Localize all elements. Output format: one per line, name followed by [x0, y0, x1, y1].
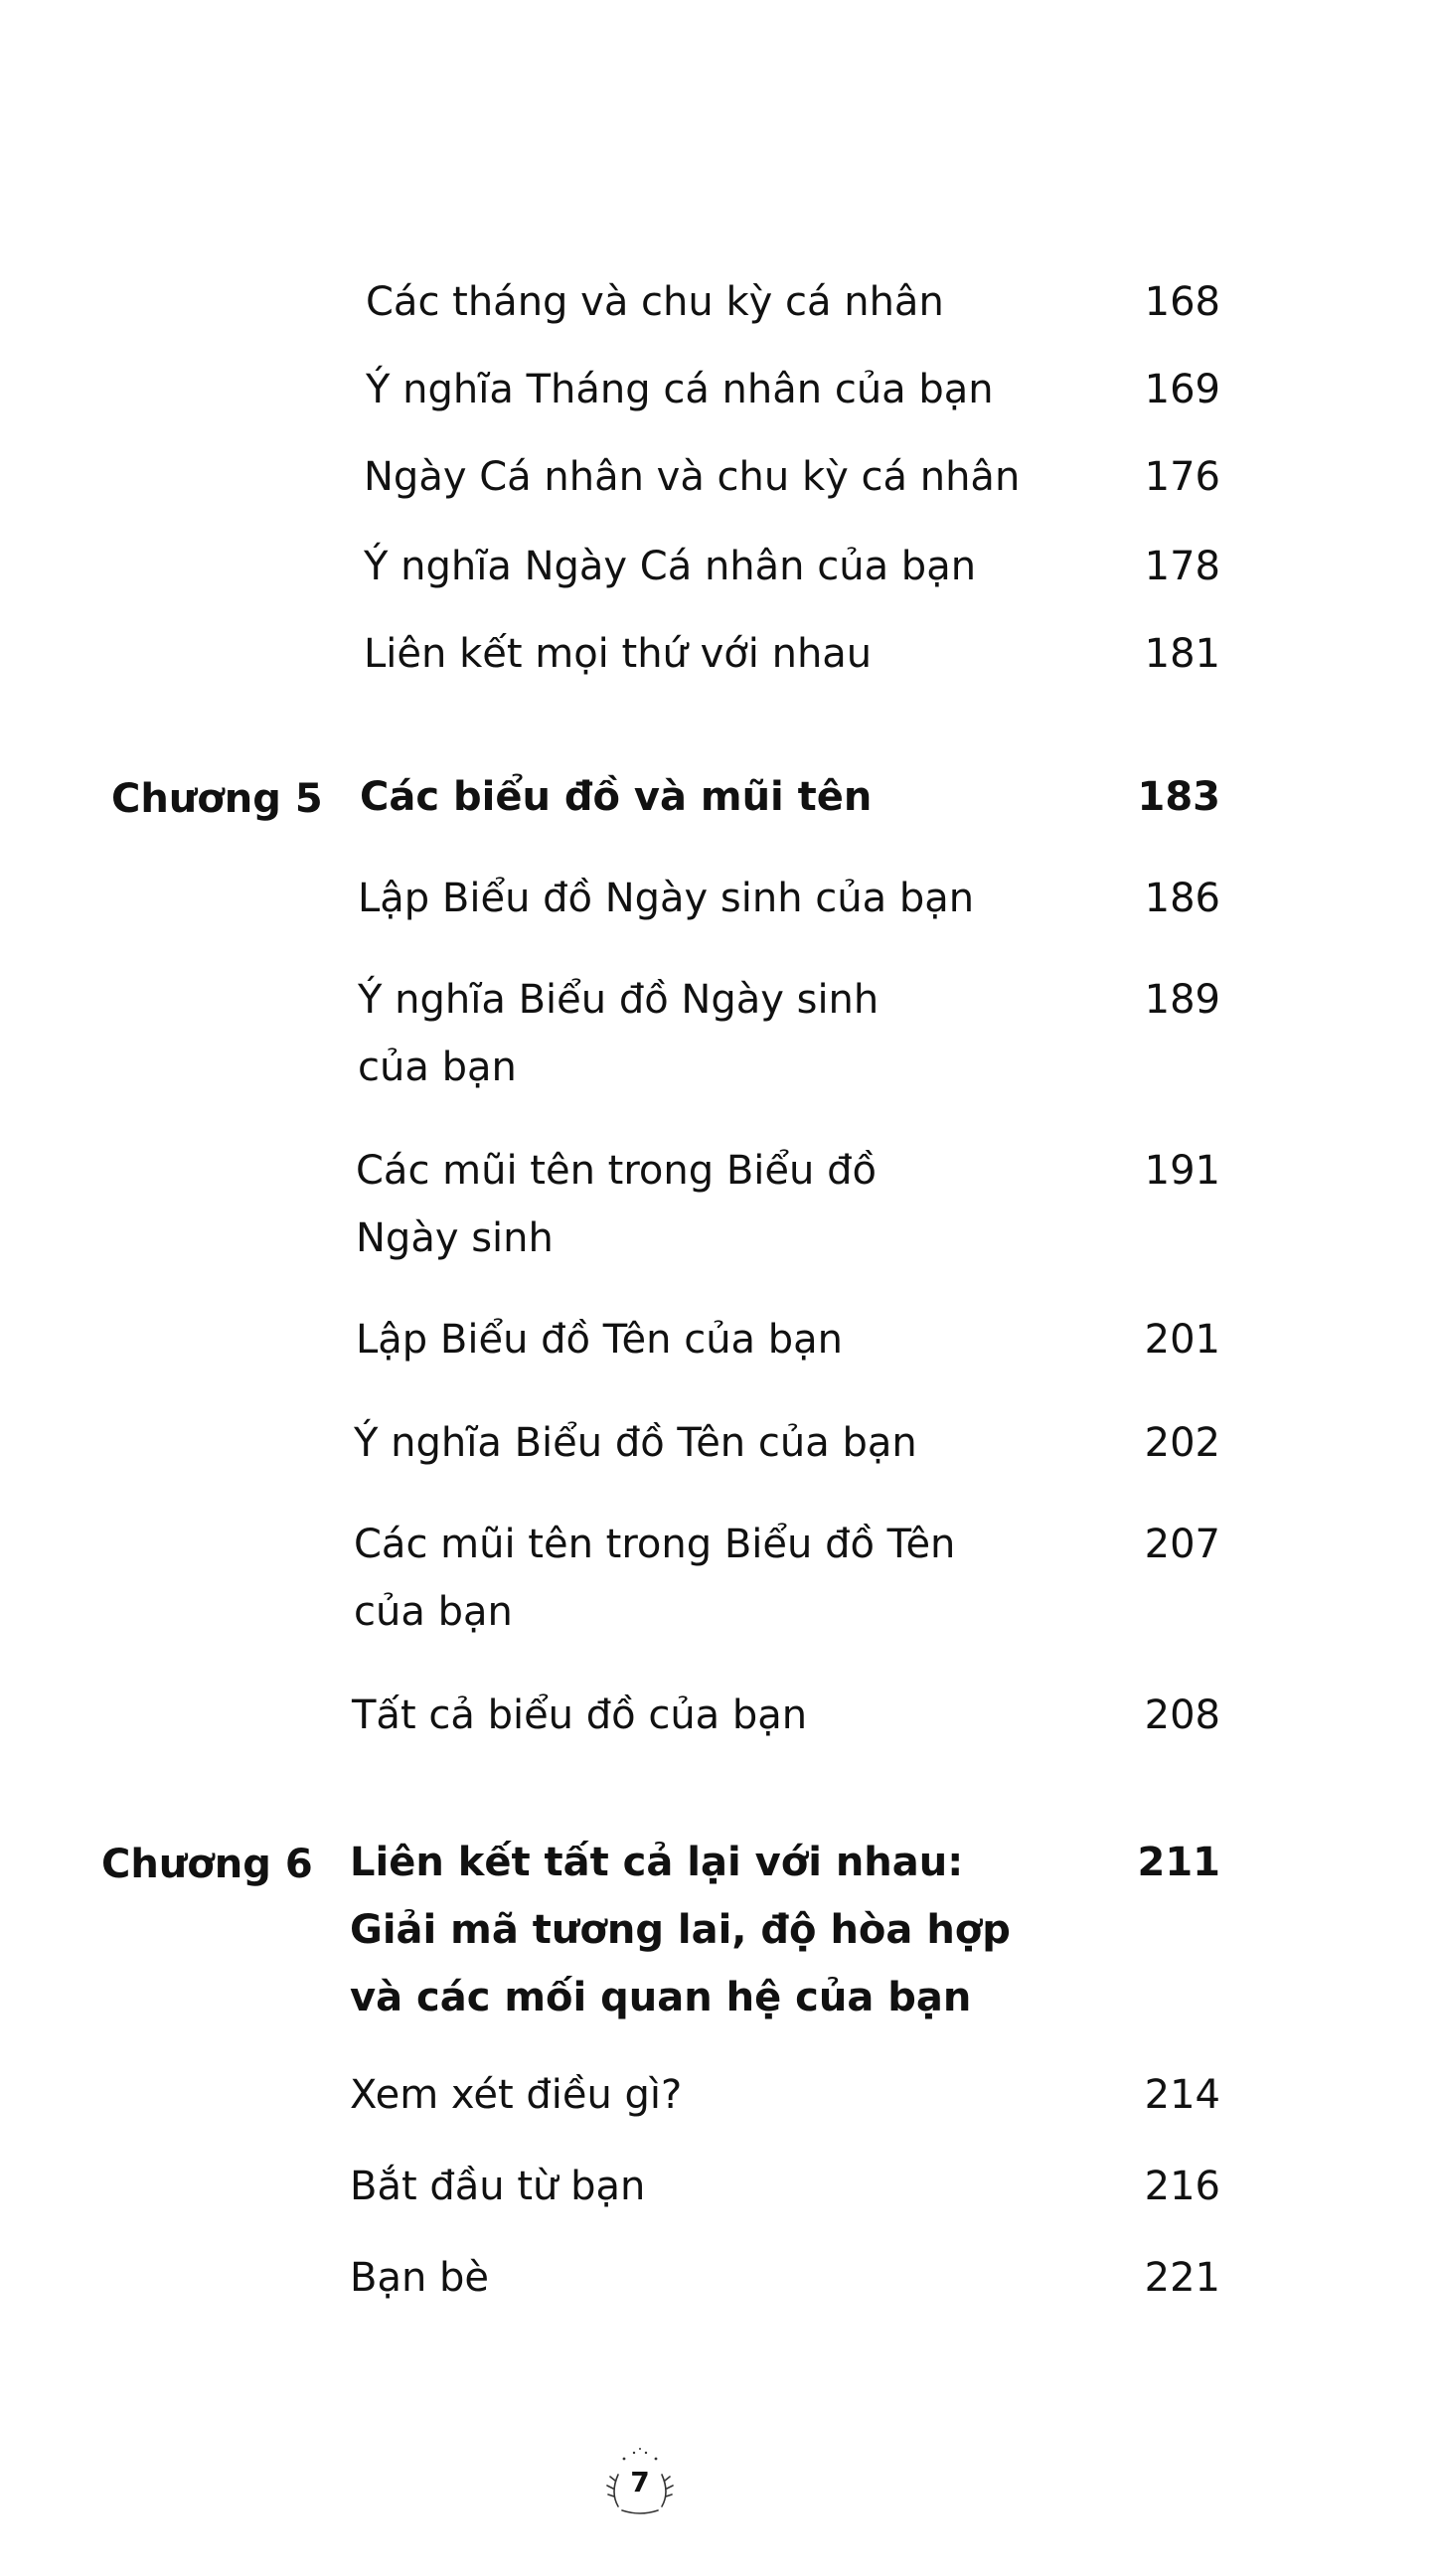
- toc-entry-title: Các tháng và chu kỳ cá nhân: [366, 279, 944, 325]
- toc-entry-page: 208: [1144, 1692, 1220, 1738]
- toc-entry-page: 207: [1144, 1522, 1220, 1567]
- toc-entry-title: Lập Biểu đồ Ngày sinh của bạn: [358, 876, 975, 921]
- toc-entry-title: Các mũi tên trong Biểu đồ: [356, 1148, 877, 1194]
- toc-entry-title: Ý nghĩa Biểu đồ Ngày sinh: [358, 977, 879, 1023]
- toc-entry-title: Bắt đầu từ bạn: [350, 2164, 646, 2209]
- toc-entry-page: 178: [1144, 544, 1220, 589]
- chapter-title-continued: và các mối quan hệ của bạn: [350, 1975, 972, 2020]
- toc-entry-page: 221: [1144, 2255, 1220, 2301]
- page-number: [600, 2445, 680, 2524]
- chapter-title: Các biểu đồ và mũi tên: [360, 774, 873, 820]
- chapter-page: 211: [1137, 1840, 1220, 1885]
- toc-entry-page: 168: [1144, 279, 1220, 325]
- toc-entry-title: Tất cả biểu đồ của bạn: [352, 1692, 808, 1738]
- toc-entry-page: 191: [1144, 1148, 1220, 1194]
- toc-entry-page: 176: [1144, 454, 1220, 500]
- chapter-label: Chương 6: [101, 1842, 313, 1887]
- toc-entry-page: 181: [1144, 631, 1220, 677]
- toc-entry-title-continued: của bạn: [358, 1045, 517, 1090]
- toc-entry-page: 202: [1144, 1420, 1220, 1466]
- toc-entry-title: Lập Biểu đồ Tên của bạn: [356, 1317, 844, 1363]
- chapter-title: Liên kết tất cả lại với nhau:: [350, 1840, 964, 1885]
- toc-entry-page: 186: [1144, 876, 1220, 921]
- toc-entry-title: Liên kết mọi thứ với nhau: [364, 631, 873, 677]
- toc-entry-page: 189: [1144, 977, 1220, 1023]
- chapter-label: Chương 5: [111, 776, 323, 822]
- toc-entry-title: Ý nghĩa Biểu đồ Tên của bạn: [354, 1420, 917, 1466]
- toc-entry-page: 169: [1144, 367, 1220, 412]
- toc-entry-title: Ý nghĩa Tháng cá nhân của bạn: [366, 367, 994, 412]
- toc-entry-title: Ý nghĩa Ngày Cá nhân của bạn: [364, 544, 977, 589]
- toc-entry-page: 201: [1144, 1317, 1220, 1363]
- toc-entry-title: Bạn bè: [350, 2255, 490, 2301]
- chapter-page: 183: [1137, 774, 1220, 820]
- toc-entry-page: 216: [1144, 2164, 1220, 2209]
- toc-entry-title-continued: Ngày sinh: [356, 1215, 554, 1261]
- toc-entry-page: 214: [1144, 2072, 1220, 2118]
- toc-entry-title-continued: của bạn: [354, 1589, 513, 1635]
- page-number-value: 7: [630, 2466, 650, 2498]
- toc-entry-title: Ngày Cá nhân và chu kỳ cá nhân: [364, 454, 1021, 500]
- toc-entry-title: Xem xét điều gì?: [350, 2072, 683, 2118]
- chapter-title-continued: Giải mã tương lai, độ hòa hợp: [350, 1907, 1011, 1953]
- toc-entry-title: Các mũi tên trong Biểu đồ Tên: [354, 1522, 956, 1567]
